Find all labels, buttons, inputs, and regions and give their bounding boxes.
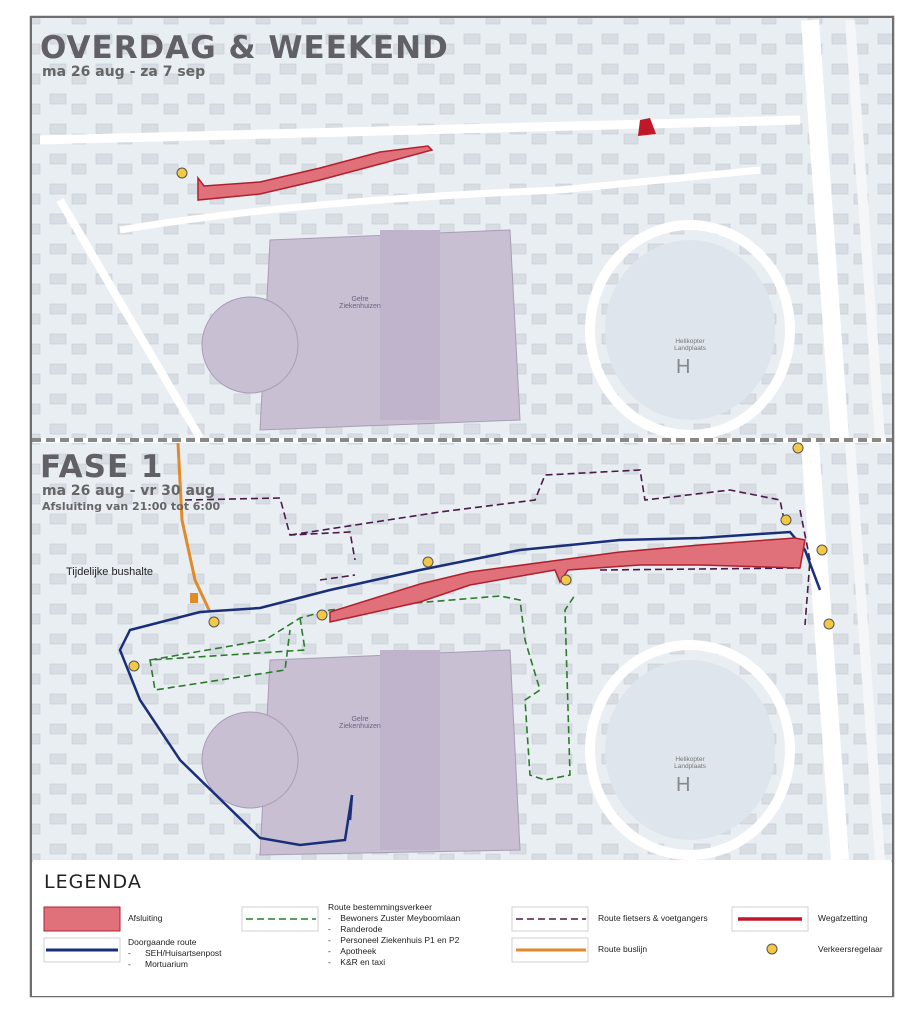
legend-pedestrian-label: Route fietsers & voetgangers <box>598 913 708 923</box>
legend-through-item-1: - SEH/Huisartsenpost <box>128 948 222 958</box>
legend-destination-item-3: - Personeel Ziekenhuis P1 en P2 <box>328 935 460 945</box>
top-panel-dates: ma 26 aug - za 7 sep <box>42 64 206 80</box>
bottom-panel-dates: ma 26 aug - vr 30 aug <box>42 483 215 499</box>
bus-stop-label: Tijdelijke bushalte <box>66 566 154 578</box>
bus-stop-marker <box>190 593 198 603</box>
traffic-controller-marker <box>561 575 571 585</box>
top-panel-title: OVERDAG & WEEKEND <box>40 30 449 66</box>
legend-marker-swatch <box>767 944 777 954</box>
traffic-controller-marker <box>177 168 187 178</box>
legend-title: LEGENDA <box>44 871 142 893</box>
heliport-label-bottom: Helikopter Landplaats <box>674 756 706 770</box>
legend-destination-item-1: - Bewoners Zuster Meyboomlaan <box>328 913 461 923</box>
legend-destination-label: Route bestemmingsverkeer <box>328 902 432 912</box>
hospital-label-bottom: Gelre Ziekenhuizen <box>339 716 381 730</box>
traffic-controller-marker <box>793 443 803 453</box>
legend-destination-item-2: - Randerode <box>328 924 383 934</box>
top-panel-map <box>32 18 892 440</box>
legend-destination-item-4: - Apotheek <box>328 946 377 956</box>
legend-through-item-2: - Mortuarium <box>128 959 188 969</box>
hospital-label-top: Gelre Ziekenhuizen <box>339 296 381 310</box>
heliport-symbol-top: H <box>676 356 691 378</box>
legend-through-label: Doorgaande route <box>128 937 197 947</box>
heliport-label-top: Helikopter Landplaats <box>674 338 706 352</box>
legend-destination-item-5: - K&R en taxi <box>328 957 386 967</box>
legend-bus-label: Route buslijn <box>598 944 648 954</box>
legend-marker-label: Verkeersregelaar <box>818 944 883 954</box>
legend-closure-label: Afsluiting <box>128 913 163 923</box>
legend-closure-swatch <box>44 907 120 931</box>
traffic-controller-marker <box>317 610 327 620</box>
traffic-controller-marker <box>423 557 433 567</box>
traffic-controller-marker <box>209 617 219 627</box>
legend-box <box>32 862 892 996</box>
bottom-panel-title: FASE 1 <box>40 449 164 485</box>
traffic-controller-marker <box>824 619 834 629</box>
traffic-controller-marker <box>781 515 791 525</box>
legend-roadblock-label: Wegafzetting <box>818 913 868 923</box>
bottom-panel-hours: Afsluiting van 21:00 tot 6:00 <box>42 500 221 513</box>
heliport-symbol-bottom: H <box>676 774 691 796</box>
traffic-controller-marker <box>817 545 827 555</box>
traffic-controller-marker <box>129 661 139 671</box>
